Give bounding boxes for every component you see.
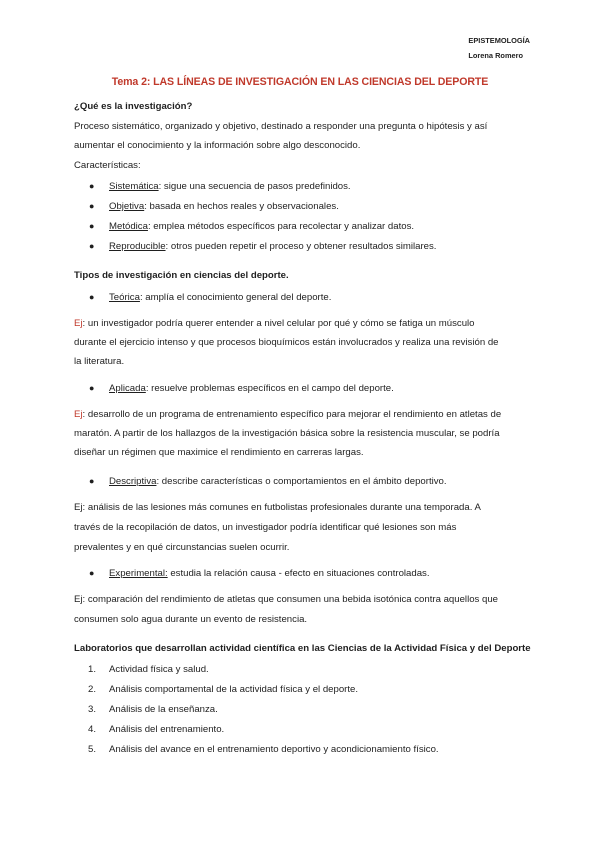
- term: Aplicada: [109, 383, 146, 394]
- section-heading-what-is-research: ¿Qué es la investigación?: [74, 101, 193, 112]
- list-item: [109, 292, 331, 303]
- term-desc: : emplea métodos específicos para recolectar y analizar datos.: [147, 221, 415, 232]
- list-item: [109, 181, 351, 192]
- list-number: 4.: [88, 724, 97, 735]
- characteristics-label: Características:: [74, 160, 141, 171]
- example-text: : desarrollo de un programa de entrenamiento específico para mejorar el rendimiento en atletas de: [82, 409, 502, 420]
- example-paragraph: [74, 318, 475, 329]
- term: Objetiva: [109, 201, 145, 212]
- bullet-icon: ●: [89, 181, 95, 191]
- term: Metódica: [109, 221, 148, 232]
- term-desc: : otros pueden repetir el proceso y obtener resultados similares.: [165, 241, 437, 252]
- bullet-icon: ●: [89, 201, 95, 211]
- example-prefix: Ej: [74, 409, 83, 420]
- example-line: prevalentes y en qué circunstancias suelen ocurrir.: [74, 542, 290, 553]
- term: Reproducible: [109, 241, 166, 252]
- example-line: través de la recopilación de datos, un investigador podría identificar qué lesiones son más: [74, 522, 457, 533]
- bullet-icon: ●: [89, 568, 95, 578]
- example-line: maratón. A partir de los hallazgos de la investigación básica sobre la resistencia muscular, se podría: [74, 428, 500, 439]
- bullet-icon: ●: [89, 221, 95, 231]
- term: Descriptiva: [109, 476, 157, 487]
- list-item: [109, 241, 436, 252]
- example-prefix: Ej: [74, 318, 83, 329]
- list-item: Análisis de la enseñanza.: [109, 704, 218, 715]
- example-line: Ej: comparación del rendimiento de atletas que consumen una bebida isotónica contra aquellos que: [74, 594, 498, 605]
- list-item: [109, 476, 447, 487]
- bullet-icon: ●: [89, 292, 95, 302]
- document-title: Tema 2: LAS LÍNEAS DE INVESTIGACIÓN EN LAS CIENCIAS DEL DEPORTE: [111, 76, 489, 88]
- bullet-icon: ●: [89, 241, 95, 251]
- example-line: la literatura.: [74, 356, 125, 367]
- section-heading-laboratories: Laboratorios que desarrollan actividad científica en las Ciencias de la Actividad Física y del Deporte: [74, 643, 531, 654]
- page-header: [468, 33, 530, 63]
- bullet-icon: ●: [89, 383, 95, 393]
- list-number: 1.: [88, 664, 97, 675]
- term: Experimental:: [109, 568, 168, 579]
- list-item: [109, 383, 394, 394]
- example-line: consumen solo agua durante un evento de resistencia.: [74, 614, 308, 625]
- list-item: [109, 221, 414, 232]
- term-desc: : describe características o comportamientos en el ámbito deportivo.: [156, 476, 447, 487]
- list-number: 3.: [88, 704, 97, 715]
- example-line: durante el ejercicio intenso y que procesos bioquímicos están involucrados y realiza una revisión de: [74, 337, 499, 348]
- bullet-icon: ●: [89, 476, 95, 486]
- term: Sistemática: [109, 181, 159, 192]
- definition-line: Proceso sistemático, organizado y objetivo, destinado a responder una pregunta o hipótesis y así: [74, 121, 488, 132]
- example-line: diseñar un régimen que maximice el rendimiento en carreras largas.: [74, 447, 364, 458]
- example-text: : un investigador podría querer entender a nivel celular por qué y cómo se fatiga un músculo: [82, 318, 475, 329]
- section-heading-research-types: Tipos de investigación en ciencias del deporte.: [74, 270, 289, 281]
- term-desc: : basada en hechos reales y observacionales.: [144, 201, 339, 212]
- list-number: 5.: [88, 744, 97, 755]
- example-line: Ej: análisis de las lesiones más comunes en futbolistas profesionales durante una temporada. A: [74, 502, 481, 513]
- term: Teórica: [109, 292, 140, 303]
- list-item: [109, 201, 339, 212]
- list-number: 2.: [88, 684, 97, 695]
- header-subject: EPISTEMOLOGÍA: [468, 36, 530, 45]
- term-desc: estudia la relación causa - efecto en situaciones controladas.: [167, 568, 430, 579]
- term-desc: : amplía el conocimiento general del deporte.: [139, 292, 332, 303]
- example-paragraph: [74, 409, 501, 420]
- list-item: Actividad física y salud.: [109, 664, 209, 675]
- list-item: Análisis comportamental de la actividad física y el deporte.: [109, 684, 359, 695]
- term-desc: : sigue una secuencia de pasos predefinidos.: [158, 181, 351, 192]
- list-item: [109, 568, 430, 579]
- list-item: Análisis del entrenamiento.: [109, 724, 225, 735]
- definition-line: aumentar el conocimiento y la información sobre algo desconocido.: [74, 140, 361, 151]
- term-desc: : resuelve problemas específicos en el campo del deporte.: [145, 383, 394, 394]
- header-author: Lorena Romero: [468, 51, 524, 60]
- list-item: Análisis del avance en el entrenamiento deportivo y acondicionamiento físico.: [109, 744, 439, 755]
